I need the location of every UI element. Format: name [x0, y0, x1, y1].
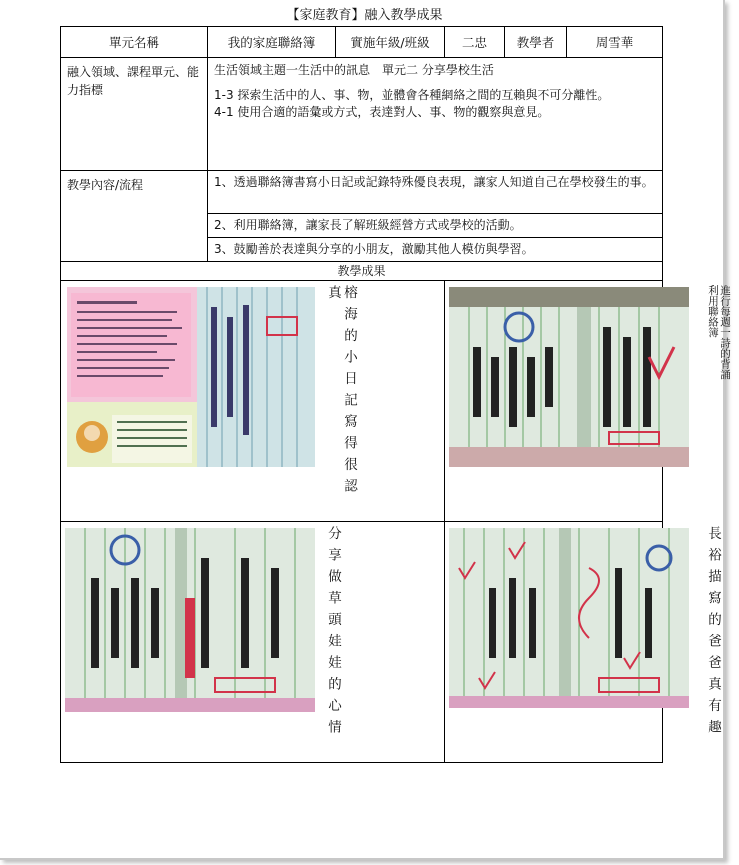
- integration-line-2: 1-3 探索生活中的人、事、物，並體會各種網絡之間的互賴與不可分離性。: [214, 88, 610, 102]
- unit-name-label: 單元名稱: [61, 27, 208, 58]
- teacher-label: 教學者: [505, 27, 567, 58]
- caption-photo-3: 分享做草頭娃娃的心情: [325, 526, 341, 741]
- photo-cell-1: [61, 281, 445, 522]
- photo-poem-notebook: [449, 287, 689, 467]
- results-heading-row: [61, 262, 663, 281]
- content-row-1: [61, 171, 663, 214]
- lesson-table: [60, 26, 731, 763]
- photo-cell-2: [445, 281, 731, 522]
- content-step-1: 1、透過聯絡簿書寫小日記或記錄特殊優良表現，讓家人知道自己在學校發生的事。: [208, 171, 663, 214]
- document-title: 【家庭教育】融入教學成果: [286, 8, 443, 23]
- photo-row-2: [61, 522, 663, 763]
- caption-photo-2-left: 進行每週一詩的背誦: [719, 285, 731, 380]
- content-label: 教學內容/流程: [61, 171, 208, 262]
- photo-diary-notebook: [67, 287, 315, 467]
- photo-cell-4: [445, 522, 721, 763]
- integration-line-1: 生活領域主題一生活中的訊息 單元二 分享學校生活: [214, 63, 494, 77]
- integration-row: [61, 58, 663, 171]
- integration-content: [208, 58, 663, 171]
- integration-label: 融入領域、課程單元、能力指標: [61, 58, 208, 171]
- caption-photo-2-right: 利用聯絡簿: [707, 285, 719, 338]
- teacher-value: 周雪華: [567, 27, 663, 58]
- unit-name-value: 我的家庭聯絡簿: [208, 27, 336, 58]
- photo-grass-doll-notebook: [65, 528, 315, 712]
- photo-cell-3: [61, 522, 445, 763]
- header-row: [61, 27, 663, 58]
- integration-line-3: 4-1 使用合適的語彙或方式，表達對人、事、物的觀察與意見。: [214, 105, 550, 119]
- caption-photo-4: 長裕描寫的爸爸真有趣: [705, 526, 721, 741]
- content-step-3: 3、鼓勵善於表達與分享的小朋友，激勵其他人模仿與學習。: [208, 238, 663, 262]
- grade-value: 二忠: [445, 27, 505, 58]
- results-heading: 教學成果: [61, 262, 663, 281]
- caption-photo-1: 榕海的小日記寫得很認真: [325, 285, 357, 500]
- photo-row-1: [61, 281, 663, 522]
- grade-label: 實施年級/班級: [336, 27, 445, 58]
- photo-father-notebook: [449, 528, 689, 708]
- content-step-2: 2、利用聯絡簿，讓家長了解班級經營方式或學校的活動。: [208, 214, 663, 238]
